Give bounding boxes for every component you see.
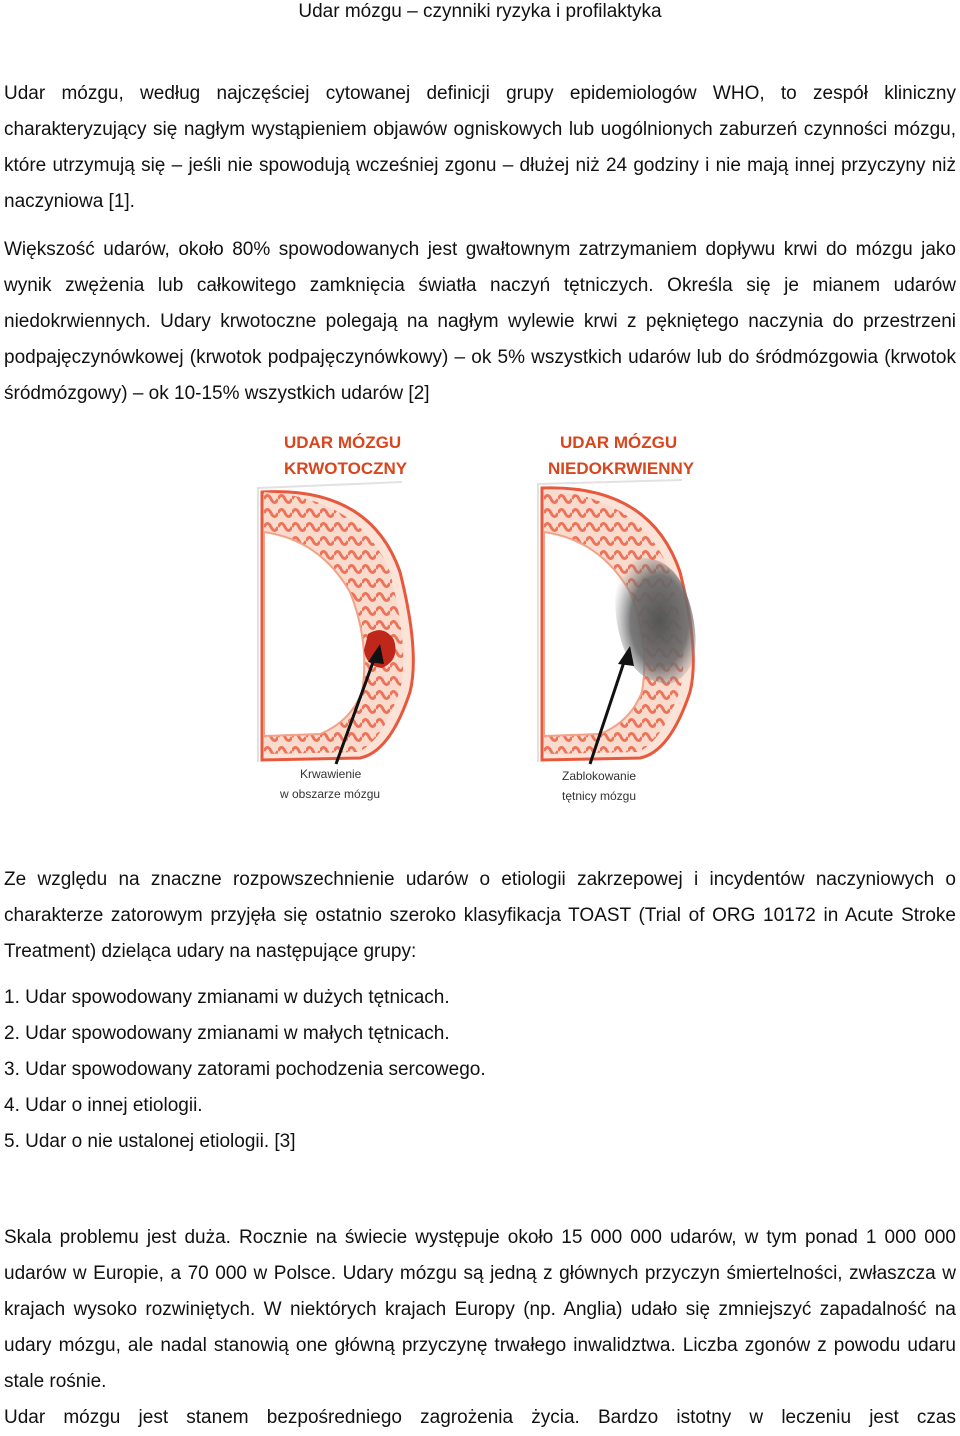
hemorrhagic-title-line2: KRWOTOCZNY (284, 459, 408, 478)
ischemic-title-line1: UDAR MÓZGU (560, 433, 678, 452)
list-item: 1. Udar spowodowany zmianami w dużych tętnicach. (4, 987, 450, 1008)
paragraph-definition: Udar mózgu, według najczęściej cytowanej definicji grupy epidemiologów WHO, to zespół kliniczny charakteryzujący się nagłym wystąpieniem objawów ogniskowych lub uogólnionych zaburzeń czynności mózgu, które utrzymują się – jeśli nie spowodują wcześniej zgonu – dłużej niż 24 godziny i nie mają innej przyczyny niż naczyniowa [1]. (4, 83, 956, 212)
list-item: 5. Udar o nie ustalonej etiologii. [3] (4, 1131, 296, 1152)
list-item: 4. Udar o innej etiologii. (4, 1095, 203, 1116)
list-item: 2. Udar spowodowany zmianami w małych tętnicach. (4, 1023, 450, 1044)
toast-list (4, 980, 956, 1160)
hemorrhagic-caption-line2: w obszarze mózgu (280, 787, 381, 801)
hemorrhagic-caption-line1: Krwawienie (300, 767, 362, 781)
hemorrhagic-title-line1: UDAR MÓZGU (284, 433, 402, 452)
ischemic-caption-line1: Zablokowanie (562, 769, 637, 783)
list-item: 3. Udar spowodowany zatorami pochodzenia sercowego. (4, 1059, 486, 1080)
paragraph-toast-classification: Ze względu na znaczne rozpowszechnienie udarów o etiologii zakrzepowej i incydentów naczyniowych o charakterze zatorowym przyjęła się ostatnio szeroko klasyfikacja TOAST (Trial of ORG 10172 in Acute Stroke Treatment) dzieląca udary na następujące grupy: (4, 869, 956, 962)
paragraph-stroke-types: Większość udarów, około 80% spowodowanych jest gwałtownym zatrzymaniem dopływu krwi do mózgu jako wynik zwężenia lub całkowitego zamknięcia światła naczyń tętniczych. Określa się je mianem udarów niedokrwiennych. Udary krwotoczne polegają na nagłym wylewie krwi z pękniętego naczynia do przestrzeni podpajęczynówkowej (krwotok podpajęczynówkowy) – ok 5% wszystkich udarów lub do śródmózgowia (krwotok śródmózgowy) – ok 10-15% wszystkich udarów [2] (4, 239, 956, 404)
ischemic-panel (538, 433, 696, 803)
paragraph-emergency: Udar mózgu jest stanem bezpośredniego zagrożenia życia. Bardzo istotny w leczeniu jest czas (4, 1407, 956, 1428)
ischemic-title-line2: NIEDOKRWIENNY (548, 459, 695, 478)
ischemic-caption-line2: tętnicy mózgu (562, 789, 637, 803)
hemorrhagic-panel (258, 433, 413, 801)
document-title: Udar mózgu – czynniki ryzyka i profilaktyka (298, 1, 662, 22)
paragraph-scale-of-problem: Skala problemu jest duża. Rocznie na świecie występuje około 15 000 000 udarów, w tym ponad 1 000 000 udarów w Europie, a 70 000 w Polsce. Udary mózgu są jedną z głównych przyczyn śmiertelności, zwłaszcza w krajach wysoko rozwiniętych. W niektórych krajach Europy (np. Anglia) udało się zmniejszyć zapadalność na udary mózgu, ale nadal stanowią one główną przyczynę trwałego inwalidztwa. Liczba zgonów z powodu udaru stale rośnie. (4, 1227, 956, 1392)
stroke-illustration (250, 422, 720, 820)
stroke-figure (250, 422, 720, 820)
